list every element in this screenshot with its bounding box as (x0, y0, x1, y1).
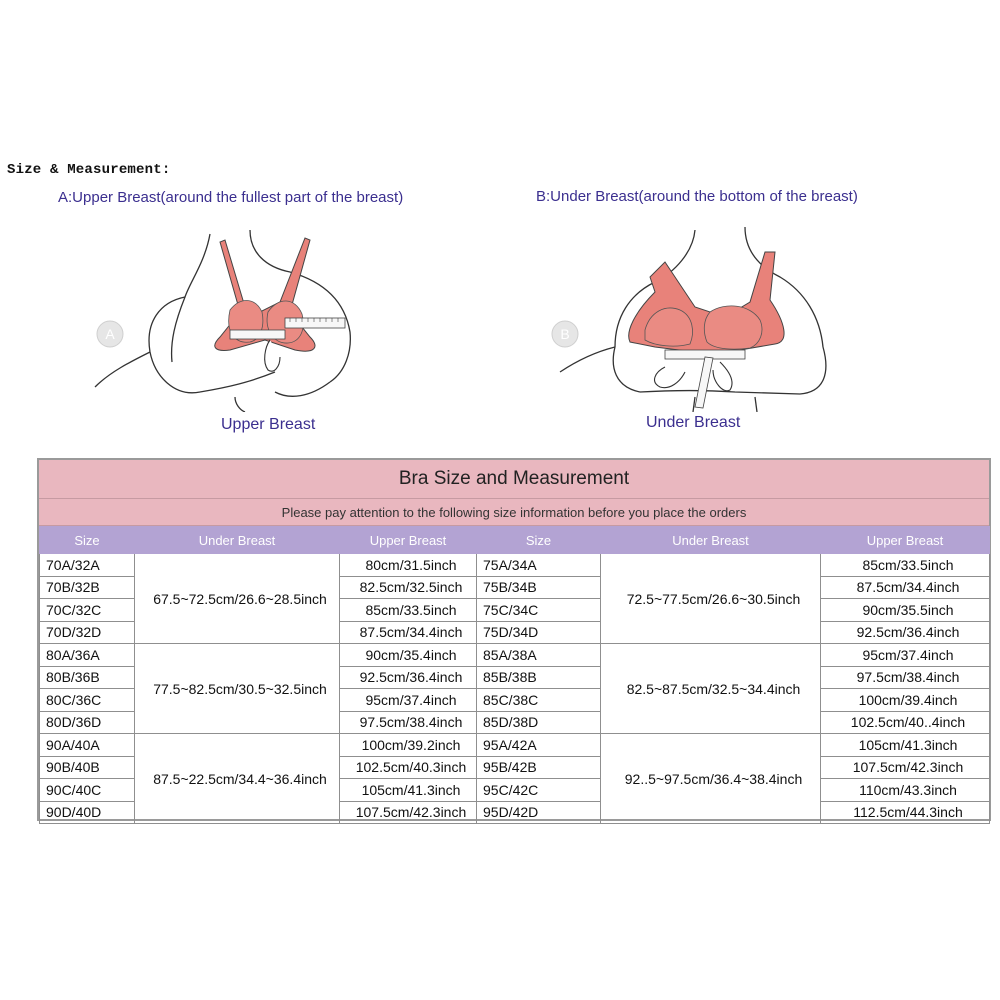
upper-breast-cell: 102.5cm/40..4inch (821, 711, 990, 734)
size-cell: 75A/34A (477, 554, 601, 577)
size-grid (39, 526, 990, 824)
size-cell: 85D/38D (477, 711, 601, 734)
table-title: Bra Size and Measurement (39, 460, 989, 499)
size-cell: 80B/36B (40, 666, 135, 689)
label-upper-breast: Upper Breast (221, 416, 316, 433)
size-cell: 80A/36A (40, 644, 135, 667)
under-breast-range: 92..5~97.5cm/36.4~38.4inch (601, 734, 821, 824)
size-cell: 95C/42C (477, 779, 601, 802)
upper-breast-cell: 85cm/33.5inch (821, 554, 990, 577)
size-cell: 90A/40A (40, 734, 135, 757)
size-cell: 95B/42B (477, 756, 601, 779)
upper-breast-cell: 105cm/41.3inch (821, 734, 990, 757)
col-under-left: Under Breast (135, 527, 340, 554)
upper-breast-cell: 87.5cm/34.4inch (821, 576, 990, 599)
upper-breast-cell: 100cm/39.2inch (340, 734, 477, 757)
table-row (40, 644, 990, 667)
table-row (40, 554, 990, 577)
upper-breast-cell: 90cm/35.5inch (821, 599, 990, 622)
caption-under-breast: B:Under Breast(around the bottom of the breast) (536, 188, 858, 205)
upper-breast-cell: 102.5cm/40.3inch (340, 756, 477, 779)
table-row (40, 734, 990, 757)
under-breast-range: 82.5~87.5cm/32.5~34.4inch (601, 644, 821, 734)
upper-breast-cell: 110cm/43.3inch (821, 779, 990, 802)
size-cell: 70D/32D (40, 621, 135, 644)
upper-breast-cell: 100cm/39.4inch (821, 689, 990, 712)
size-cell: 75D/34D (477, 621, 601, 644)
upper-breast-cell: 105cm/41.3inch (340, 779, 477, 802)
upper-breast-cell: 107.5cm/42.3inch (340, 801, 477, 824)
under-breast-range: 77.5~82.5cm/30.5~32.5inch (135, 644, 340, 734)
under-breast-range: 87.5~22.5cm/34.4~36.4inch (135, 734, 340, 824)
upper-breast-cell: 82.5cm/32.5inch (340, 576, 477, 599)
under-breast-illustration (545, 222, 845, 412)
size-cell: 90C/40C (40, 779, 135, 802)
page-heading: Size & Measurement: (7, 162, 171, 178)
col-size-left: Size (40, 527, 135, 554)
upper-breast-cell: 95cm/37.4inch (340, 689, 477, 712)
upper-breast-cell: 90cm/35.4inch (340, 644, 477, 667)
size-cell: 95A/42A (477, 734, 601, 757)
upper-breast-cell: 112.5cm/44.3inch (821, 801, 990, 824)
table-notice: Please pay attention to the following size information before you place the orders (39, 499, 989, 526)
upper-breast-cell: 95cm/37.4inch (821, 644, 990, 667)
size-cell: 70B/32B (40, 576, 135, 599)
size-cell: 70A/32A (40, 554, 135, 577)
upper-breast-cell: 97.5cm/38.4inch (821, 666, 990, 689)
label-under-breast: Under Breast (646, 414, 741, 431)
upper-breast-cell: 97.5cm/38.4inch (340, 711, 477, 734)
under-breast-range: 67.5~72.5cm/26.6~28.5inch (135, 554, 340, 644)
upper-breast-cell: 92.5cm/36.4inch (821, 621, 990, 644)
upper-breast-cell: 92.5cm/36.4inch (340, 666, 477, 689)
caption-upper-breast: A:Upper Breast(around the fullest part of the breast) (58, 189, 404, 206)
col-size-right: Size (477, 527, 601, 554)
size-cell: 85A/38A (477, 644, 601, 667)
col-upper-right: Upper Breast (821, 527, 990, 554)
size-cell: 70C/32C (40, 599, 135, 622)
upper-breast-cell: 87.5cm/34.4inch (340, 621, 477, 644)
size-cell: 75B/34B (477, 576, 601, 599)
size-cell: 80D/36D (40, 711, 135, 734)
size-table (37, 458, 991, 821)
upper-breast-cell: 85cm/33.5inch (340, 599, 477, 622)
under-breast-range: 72.5~77.5cm/26.6~30.5inch (601, 554, 821, 644)
upper-breast-cell: 80cm/31.5inch (340, 554, 477, 577)
col-upper-left: Upper Breast (340, 527, 477, 554)
size-cell: 75C/34C (477, 599, 601, 622)
table-header-row (40, 527, 990, 554)
size-cell: 85B/38B (477, 666, 601, 689)
size-cell: 90B/40B (40, 756, 135, 779)
upper-breast-cell: 107.5cm/42.3inch (821, 756, 990, 779)
size-cell: 95D/42D (477, 801, 601, 824)
badge-b: B (560, 326, 570, 342)
badge-a: A (105, 326, 115, 342)
size-cell: 90D/40D (40, 801, 135, 824)
size-cell: 85C/38C (477, 689, 601, 712)
size-cell: 80C/36C (40, 689, 135, 712)
upper-breast-illustration (90, 222, 390, 412)
col-under-right: Under Breast (601, 527, 821, 554)
